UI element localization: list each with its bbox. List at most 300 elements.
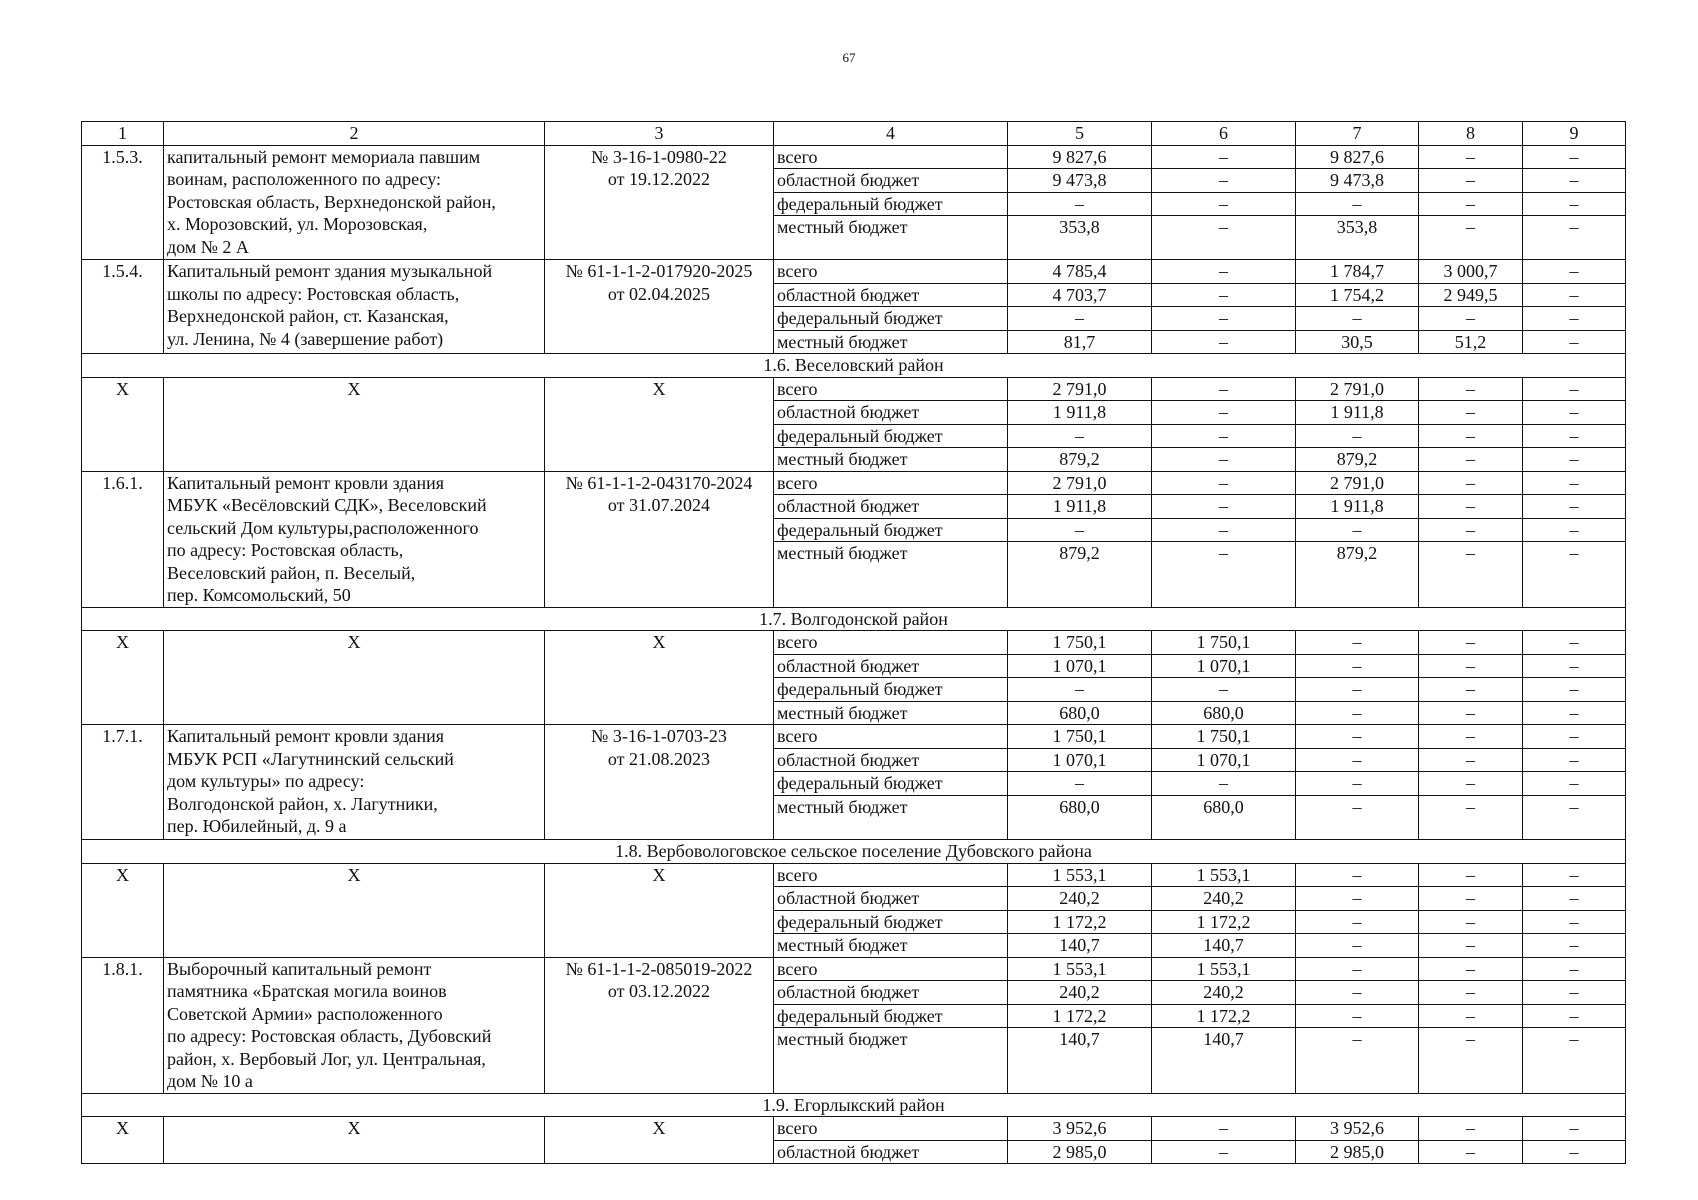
item-number: Х bbox=[82, 1117, 164, 1164]
amount-cell-col-7: 9 473,8 bbox=[1296, 169, 1419, 193]
header-cell: 9 bbox=[1523, 122, 1626, 146]
amount-cell-col-5: 1 070,1 bbox=[1008, 748, 1152, 772]
description-line: Х bbox=[347, 1118, 361, 1139]
amount-cell-col-7: 9 827,6 bbox=[1296, 145, 1419, 169]
amount-cell-col-6: – bbox=[1152, 192, 1296, 216]
page-number: 67 bbox=[842, 50, 856, 65]
budget-source-label: местный бюджет bbox=[774, 1028, 1008, 1094]
amount-cell-col-7: 2 791,0 bbox=[1296, 471, 1419, 495]
amount-cell-col-9: – bbox=[1523, 701, 1626, 725]
amount-cell-col-8: – bbox=[1419, 654, 1523, 678]
amount-cell-col-7: – bbox=[1296, 701, 1419, 725]
amount-cell-col-8: – bbox=[1419, 701, 1523, 725]
document-reference bbox=[545, 631, 774, 725]
document-reference bbox=[545, 725, 774, 840]
amount-cell-col-5: 1 553,1 bbox=[1008, 957, 1152, 981]
amount-cell-col-9: – bbox=[1523, 307, 1626, 331]
amount-cell-col-7: – bbox=[1296, 1004, 1419, 1028]
amount-cell-col-8: – bbox=[1419, 377, 1523, 401]
amount-cell-col-8: – bbox=[1419, 192, 1523, 216]
amount-cell-col-7: – bbox=[1296, 910, 1419, 934]
amount-cell-col-9: – bbox=[1523, 145, 1626, 169]
description-line: капитальный ремонт мемориала павшим bbox=[167, 146, 481, 167]
description-line: пер. Юбилейный, д. 9 а bbox=[167, 816, 347, 837]
amount-cell-col-7: 1 911,8 bbox=[1296, 401, 1419, 425]
amount-cell-col-5: 3 952,6 bbox=[1008, 1117, 1152, 1141]
amount-cell-col-9: – bbox=[1523, 471, 1626, 495]
budget-source-label: всего bbox=[774, 1117, 1008, 1141]
amount-cell-col-8: – bbox=[1419, 981, 1523, 1005]
amount-cell-col-8: – bbox=[1419, 495, 1523, 519]
amount-cell-col-8: – bbox=[1419, 216, 1523, 260]
amount-cell-col-6: 240,2 bbox=[1152, 887, 1296, 911]
amount-cell-col-7: 1 754,2 bbox=[1296, 283, 1419, 307]
amount-cell-col-6: 140,7 bbox=[1152, 934, 1296, 958]
amount-cell-col-8: – bbox=[1419, 725, 1523, 749]
section-title: 1.6. Веселовский район bbox=[82, 354, 1626, 378]
amount-cell-col-8: – bbox=[1419, 1004, 1523, 1028]
amount-cell-col-5: 1 172,2 bbox=[1008, 1004, 1152, 1028]
budget-source-label: местный бюджет bbox=[774, 795, 1008, 839]
document-line: Х bbox=[652, 632, 666, 653]
amount-cell-col-6: – bbox=[1152, 216, 1296, 260]
item-number: 1.5.4. bbox=[82, 260, 164, 354]
item-number: Х bbox=[82, 863, 164, 957]
amount-cell-col-5: – bbox=[1008, 678, 1152, 702]
budget-source-label: федеральный бюджет bbox=[774, 307, 1008, 331]
table-row bbox=[82, 377, 1626, 401]
amount-cell-col-6: – bbox=[1152, 377, 1296, 401]
amount-cell-col-5: 4 785,4 bbox=[1008, 260, 1152, 284]
amount-cell-col-9: – bbox=[1523, 748, 1626, 772]
budget-source-label: областной бюджет bbox=[774, 748, 1008, 772]
amount-cell-col-9: – bbox=[1523, 192, 1626, 216]
item-number: 1.5.3. bbox=[82, 145, 164, 260]
description-line: памятника «Братская могила воинов bbox=[167, 981, 447, 1002]
amount-cell-col-8: – bbox=[1419, 887, 1523, 911]
amount-cell-col-5: 1 911,8 bbox=[1008, 495, 1152, 519]
budget-source-label: всего bbox=[774, 863, 1008, 887]
amount-cell-col-6: 680,0 bbox=[1152, 701, 1296, 725]
document-line: Х bbox=[652, 378, 666, 399]
description-line: дом культуры» по адресу: bbox=[167, 771, 365, 792]
amount-cell-col-7: 2 985,0 bbox=[1296, 1140, 1419, 1164]
amount-cell-col-5: – bbox=[1008, 772, 1152, 796]
amount-cell-col-5: 1 553,1 bbox=[1008, 863, 1152, 887]
table-row bbox=[82, 471, 1626, 495]
amount-cell-col-8: – bbox=[1419, 518, 1523, 542]
amount-cell-col-8: 51,2 bbox=[1419, 330, 1523, 354]
amount-cell-col-7: – bbox=[1296, 678, 1419, 702]
document-reference bbox=[545, 957, 774, 1093]
table-row bbox=[82, 260, 1626, 284]
document-line: № 61-1-1-2-017920-2025 bbox=[565, 261, 753, 282]
budget-source-label: всего bbox=[774, 725, 1008, 749]
amount-cell-col-6: 140,7 bbox=[1152, 1028, 1296, 1094]
header-cell: 3 bbox=[545, 122, 774, 146]
description-line: сельский Дом культуры,расположенного bbox=[167, 517, 479, 538]
amount-cell-col-8: – bbox=[1419, 169, 1523, 193]
item-number: 1.7.1. bbox=[82, 725, 164, 840]
amount-cell-col-7: 879,2 bbox=[1296, 542, 1419, 608]
amount-cell-col-5: – bbox=[1008, 307, 1152, 331]
table-row bbox=[82, 863, 1626, 887]
amount-cell-col-6: – bbox=[1152, 169, 1296, 193]
budget-source-label: всего bbox=[774, 957, 1008, 981]
header-cell: 7 bbox=[1296, 122, 1419, 146]
amount-cell-col-8: – bbox=[1419, 795, 1523, 839]
budget-source-label: местный бюджет bbox=[774, 934, 1008, 958]
amount-cell-col-7: – bbox=[1296, 934, 1419, 958]
amount-cell-col-7: – bbox=[1296, 307, 1419, 331]
amount-cell-col-5: – bbox=[1008, 518, 1152, 542]
document-line: от 19.12.2022 bbox=[607, 169, 711, 189]
document-reference bbox=[545, 1117, 774, 1164]
header-row bbox=[82, 122, 1626, 146]
amount-cell-col-8: – bbox=[1419, 471, 1523, 495]
amount-cell-col-5: 4 703,7 bbox=[1008, 283, 1152, 307]
amount-cell-col-8: – bbox=[1419, 1117, 1523, 1141]
amount-cell-col-6: – bbox=[1152, 678, 1296, 702]
item-number: 1.6.1. bbox=[82, 471, 164, 607]
section-title: 1.9. Егорлыкский район bbox=[82, 1093, 1626, 1117]
description-line: по адресу: Ростовская область, Дубовский bbox=[167, 1026, 492, 1047]
section-row bbox=[82, 607, 1626, 631]
budget-source-label: федеральный бюджет bbox=[774, 192, 1008, 216]
amount-cell-col-7: – bbox=[1296, 725, 1419, 749]
amount-cell-col-7: – bbox=[1296, 957, 1419, 981]
budget-source-label: всего bbox=[774, 471, 1008, 495]
document-line: № 3-16-1-0980-22 bbox=[591, 146, 727, 167]
amount-cell-col-9: – bbox=[1523, 330, 1626, 354]
item-description bbox=[164, 260, 545, 354]
budget-source-label: областной бюджет bbox=[774, 654, 1008, 678]
document-line: Х bbox=[652, 864, 666, 885]
item-description bbox=[164, 471, 545, 607]
document-line: Х bbox=[652, 1118, 666, 1139]
amount-cell-col-9: – bbox=[1523, 377, 1626, 401]
description-line: МБУК РСП «Лагутнинский сельский bbox=[167, 748, 454, 769]
amount-cell-col-6: – bbox=[1152, 330, 1296, 354]
amount-cell-col-8: – bbox=[1419, 145, 1523, 169]
amount-cell-col-8: – bbox=[1419, 401, 1523, 425]
table-row bbox=[82, 725, 1626, 749]
description-line: Ростовская область, Верхнедонской район, bbox=[167, 191, 496, 212]
budget-source-label: областной бюджет bbox=[774, 981, 1008, 1005]
amount-cell-col-8: – bbox=[1419, 307, 1523, 331]
document-reference bbox=[545, 377, 774, 471]
item-description bbox=[164, 957, 545, 1093]
amount-cell-col-9: – bbox=[1523, 863, 1626, 887]
section-title: 1.8. Вербовологовское сельское поселение Дубовского района bbox=[82, 840, 1626, 864]
description-line: по адресу: Ростовская область, bbox=[167, 540, 404, 561]
amount-cell-col-7: 3 952,6 bbox=[1296, 1117, 1419, 1141]
amount-cell-col-5: 879,2 bbox=[1008, 448, 1152, 472]
header-cell: 5 bbox=[1008, 122, 1152, 146]
table-body bbox=[82, 122, 1626, 1164]
document-line: № 61-1-1-2-085019-2022 bbox=[565, 958, 753, 979]
description-line: Волгодонской район, х. Лагутники, bbox=[167, 793, 438, 814]
amount-cell-col-9: – bbox=[1523, 887, 1626, 911]
amount-cell-col-6: – bbox=[1152, 471, 1296, 495]
amount-cell-col-6: 240,2 bbox=[1152, 981, 1296, 1005]
description-line: х. Морозовский, ул. Морозовская, bbox=[167, 214, 428, 234]
amount-cell-col-8: – bbox=[1419, 957, 1523, 981]
amount-cell-col-7: 1 784,7 bbox=[1296, 260, 1419, 284]
header-cell: 6 bbox=[1152, 122, 1296, 146]
amount-cell-col-8: – bbox=[1419, 631, 1523, 655]
header-cell: 1 bbox=[82, 122, 164, 146]
item-description bbox=[164, 863, 545, 957]
section-row bbox=[82, 840, 1626, 864]
table-row bbox=[82, 145, 1626, 169]
description-line: МБУК «Весёловский СДК», Веселовский bbox=[167, 495, 487, 516]
amount-cell-col-6: – bbox=[1152, 772, 1296, 796]
amount-cell-col-9: – bbox=[1523, 1117, 1626, 1141]
item-number: Х bbox=[82, 377, 164, 471]
budget-source-label: областной бюджет bbox=[774, 169, 1008, 193]
amount-cell-col-9: – bbox=[1523, 725, 1626, 749]
document-line: от 21.08.2023 bbox=[607, 748, 711, 769]
amount-cell-col-9: – bbox=[1523, 654, 1626, 678]
amount-cell-col-6: 1 750,1 bbox=[1152, 631, 1296, 655]
amount-cell-col-7: 353,8 bbox=[1296, 216, 1419, 260]
budget-source-label: федеральный бюджет bbox=[774, 518, 1008, 542]
item-description bbox=[164, 145, 545, 260]
amount-cell-col-5: 1 750,1 bbox=[1008, 631, 1152, 655]
amount-cell-col-5: 9 827,6 bbox=[1008, 145, 1152, 169]
amount-cell-col-9: – bbox=[1523, 518, 1626, 542]
description-line: дом № 2 А bbox=[167, 236, 249, 257]
description-line: школы по адресу: Ростовская область, bbox=[167, 283, 460, 304]
amount-cell-col-6: – bbox=[1152, 542, 1296, 608]
budget-source-label: областной бюджет bbox=[774, 1140, 1008, 1164]
table-row bbox=[82, 1117, 1626, 1141]
amount-cell-col-7: – bbox=[1296, 192, 1419, 216]
amount-cell-col-6: – bbox=[1152, 307, 1296, 331]
amount-cell-col-8: – bbox=[1419, 1140, 1523, 1164]
description-line: Выборочный капитальный ремонт bbox=[167, 958, 432, 979]
amount-cell-col-9: – bbox=[1523, 260, 1626, 284]
item-description bbox=[164, 1117, 545, 1164]
amount-cell-col-7: – bbox=[1296, 887, 1419, 911]
amount-cell-col-7: – bbox=[1296, 772, 1419, 796]
description-line: пер. Комсомольский, 50 bbox=[167, 585, 351, 606]
amount-cell-col-6: 680,0 bbox=[1152, 795, 1296, 839]
document-line: № 3-16-1-0703-23 bbox=[591, 726, 727, 747]
section-title: 1.7. Волгодонской район bbox=[82, 607, 1626, 631]
budget-source-label: областной бюджет bbox=[774, 887, 1008, 911]
amount-cell-col-5: – bbox=[1008, 424, 1152, 448]
budget-source-label: местный бюджет bbox=[774, 542, 1008, 608]
amount-cell-col-7: – bbox=[1296, 748, 1419, 772]
budget-source-label: областной бюджет bbox=[774, 283, 1008, 307]
amount-cell-col-9: – bbox=[1523, 1028, 1626, 1094]
amount-cell-col-8: 2 949,5 bbox=[1419, 283, 1523, 307]
amount-cell-col-7: – bbox=[1296, 424, 1419, 448]
amount-cell-col-9: – bbox=[1523, 283, 1626, 307]
amount-cell-col-8: – bbox=[1419, 748, 1523, 772]
amount-cell-col-9: – bbox=[1523, 631, 1626, 655]
budget-source-label: местный бюджет bbox=[774, 330, 1008, 354]
description-line: Веселовский район, п. Веселый, bbox=[167, 562, 416, 583]
description-line: Х bbox=[347, 632, 361, 653]
amount-cell-col-5: 240,2 bbox=[1008, 887, 1152, 911]
budget-table bbox=[81, 121, 1626, 1164]
budget-source-label: всего bbox=[774, 631, 1008, 655]
amount-cell-col-6: 1 070,1 bbox=[1152, 654, 1296, 678]
document-reference bbox=[545, 471, 774, 607]
amount-cell-col-7: – bbox=[1296, 1028, 1419, 1094]
amount-cell-col-5: 680,0 bbox=[1008, 795, 1152, 839]
amount-cell-col-8: – bbox=[1419, 934, 1523, 958]
amount-cell-col-6: – bbox=[1152, 448, 1296, 472]
amount-cell-col-6: – bbox=[1152, 1140, 1296, 1164]
amount-cell-col-7: – bbox=[1296, 631, 1419, 655]
amount-cell-col-5: 879,2 bbox=[1008, 542, 1152, 608]
amount-cell-col-9: – bbox=[1523, 981, 1626, 1005]
amount-cell-col-9: – bbox=[1523, 424, 1626, 448]
amount-cell-col-8: – bbox=[1419, 542, 1523, 608]
description-line: Капитальный ремонт кровли здания bbox=[167, 472, 445, 493]
description-line: Х bbox=[347, 864, 361, 885]
amount-cell-col-9: – bbox=[1523, 542, 1626, 608]
item-description bbox=[164, 631, 545, 725]
amount-cell-col-7: – bbox=[1296, 981, 1419, 1005]
budget-source-label: федеральный бюджет bbox=[774, 424, 1008, 448]
amount-cell-col-6: 1 070,1 bbox=[1152, 748, 1296, 772]
amount-cell-col-6: – bbox=[1152, 145, 1296, 169]
description-line: Капитальный ремонт здания музыкальной bbox=[167, 261, 493, 282]
amount-cell-col-5: 1 172,2 bbox=[1008, 910, 1152, 934]
budget-source-label: всего bbox=[774, 377, 1008, 401]
amount-cell-col-7: – bbox=[1296, 518, 1419, 542]
header-cell: 2 bbox=[164, 122, 545, 146]
amount-cell-col-7: – bbox=[1296, 654, 1419, 678]
description-line: Капитальный ремонт кровли здания bbox=[167, 726, 445, 747]
amount-cell-col-6: – bbox=[1152, 518, 1296, 542]
amount-cell-col-6: 1 553,1 bbox=[1152, 957, 1296, 981]
amount-cell-col-6: – bbox=[1152, 401, 1296, 425]
amount-cell-col-5: 2 791,0 bbox=[1008, 471, 1152, 495]
amount-cell-col-5: 140,7 bbox=[1008, 1028, 1152, 1094]
budget-source-label: всего bbox=[774, 145, 1008, 169]
budget-source-label: местный бюджет bbox=[774, 701, 1008, 725]
amount-cell-col-9: – bbox=[1523, 934, 1626, 958]
amount-cell-col-9: – bbox=[1523, 169, 1626, 193]
amount-cell-col-9: – bbox=[1523, 910, 1626, 934]
amount-cell-col-9: – bbox=[1523, 795, 1626, 839]
amount-cell-col-5: 1 070,1 bbox=[1008, 654, 1152, 678]
amount-cell-col-6: – bbox=[1152, 495, 1296, 519]
amount-cell-col-8: – bbox=[1419, 678, 1523, 702]
amount-cell-col-6: 1 172,2 bbox=[1152, 1004, 1296, 1028]
amount-cell-col-7: – bbox=[1296, 795, 1419, 839]
amount-cell-col-5: – bbox=[1008, 192, 1152, 216]
amount-cell-col-8: – bbox=[1419, 424, 1523, 448]
amount-cell-col-9: – bbox=[1523, 772, 1626, 796]
amount-cell-col-9: – bbox=[1523, 401, 1626, 425]
document-line: от 31.07.2024 bbox=[607, 495, 711, 516]
amount-cell-col-8: – bbox=[1419, 863, 1523, 887]
item-description bbox=[164, 725, 545, 840]
amount-cell-col-9: – bbox=[1523, 448, 1626, 472]
budget-source-label: областной бюджет bbox=[774, 401, 1008, 425]
header-cell: 8 bbox=[1419, 122, 1523, 146]
amount-cell-col-8: – bbox=[1419, 910, 1523, 934]
document-reference bbox=[545, 863, 774, 957]
amount-cell-col-9: – bbox=[1523, 957, 1626, 981]
amount-cell-col-9: – bbox=[1523, 678, 1626, 702]
document-reference bbox=[545, 260, 774, 354]
amount-cell-col-9: – bbox=[1523, 1004, 1626, 1028]
budget-source-label: местный бюджет bbox=[774, 216, 1008, 260]
amount-cell-col-7: 30,5 bbox=[1296, 330, 1419, 354]
item-number: 1.8.1. bbox=[82, 957, 164, 1093]
section-row bbox=[82, 1093, 1626, 1117]
amount-cell-col-8: 3 000,7 bbox=[1419, 260, 1523, 284]
item-description bbox=[164, 377, 545, 471]
amount-cell-col-6: – bbox=[1152, 283, 1296, 307]
amount-cell-col-7: 879,2 bbox=[1296, 448, 1419, 472]
table-row bbox=[82, 957, 1626, 981]
budget-source-label: федеральный бюджет bbox=[774, 772, 1008, 796]
budget-source-label: областной бюджет bbox=[774, 495, 1008, 519]
budget-source-label: всего bbox=[774, 260, 1008, 284]
description-line: воинам, расположенного по адресу: bbox=[167, 169, 442, 189]
amount-cell-col-9: – bbox=[1523, 216, 1626, 260]
amount-cell-col-5: 1 911,8 bbox=[1008, 401, 1152, 425]
document-reference bbox=[545, 145, 774, 260]
description-line: Верхнедонской район, ст. Казанская, bbox=[167, 306, 449, 327]
description-line: район, х. Вербовый Лог, ул. Центральная, bbox=[167, 1048, 486, 1069]
amount-cell-col-8: – bbox=[1419, 1028, 1523, 1094]
amount-cell-col-9: – bbox=[1523, 495, 1626, 519]
description-line: Х bbox=[347, 378, 361, 399]
amount-cell-col-5: 353,8 bbox=[1008, 216, 1152, 260]
amount-cell-col-6: 1 172,2 bbox=[1152, 910, 1296, 934]
amount-cell-col-7: 1 911,8 bbox=[1296, 495, 1419, 519]
section-row bbox=[82, 354, 1626, 378]
document-line: от 02.04.2025 bbox=[607, 283, 711, 304]
amount-cell-col-5: 81,7 bbox=[1008, 330, 1152, 354]
amount-cell-col-5: 2 791,0 bbox=[1008, 377, 1152, 401]
description-line: ул. Ленина, № 4 (завершение работ) bbox=[167, 328, 444, 349]
amount-cell-col-5: 2 985,0 bbox=[1008, 1140, 1152, 1164]
amount-cell-col-5: 240,2 bbox=[1008, 981, 1152, 1005]
amount-cell-col-6: – bbox=[1152, 1117, 1296, 1141]
amount-cell-col-8: – bbox=[1419, 772, 1523, 796]
budget-source-label: федеральный бюджет bbox=[774, 1004, 1008, 1028]
amount-cell-col-6: – bbox=[1152, 424, 1296, 448]
amount-cell-col-7: – bbox=[1296, 863, 1419, 887]
description-line: Советской Армии» расположенного bbox=[167, 1003, 443, 1024]
description-line: дом № 10 а bbox=[167, 1071, 253, 1092]
amount-cell-col-8: – bbox=[1419, 448, 1523, 472]
amount-cell-col-5: 680,0 bbox=[1008, 701, 1152, 725]
document-line: от 03.12.2022 bbox=[607, 981, 711, 1002]
amount-cell-col-7: 2 791,0 bbox=[1296, 377, 1419, 401]
header-cell: 4 bbox=[774, 122, 1008, 146]
amount-cell-col-5: 9 473,8 bbox=[1008, 169, 1152, 193]
amount-cell-col-6: 1 553,1 bbox=[1152, 863, 1296, 887]
amount-cell-col-6: – bbox=[1152, 260, 1296, 284]
amount-cell-col-5: 1 750,1 bbox=[1008, 725, 1152, 749]
amount-cell-col-9: – bbox=[1523, 1140, 1626, 1164]
amount-cell-col-6: 1 750,1 bbox=[1152, 725, 1296, 749]
item-number: Х bbox=[82, 631, 164, 725]
amount-cell-col-5: 140,7 bbox=[1008, 934, 1152, 958]
